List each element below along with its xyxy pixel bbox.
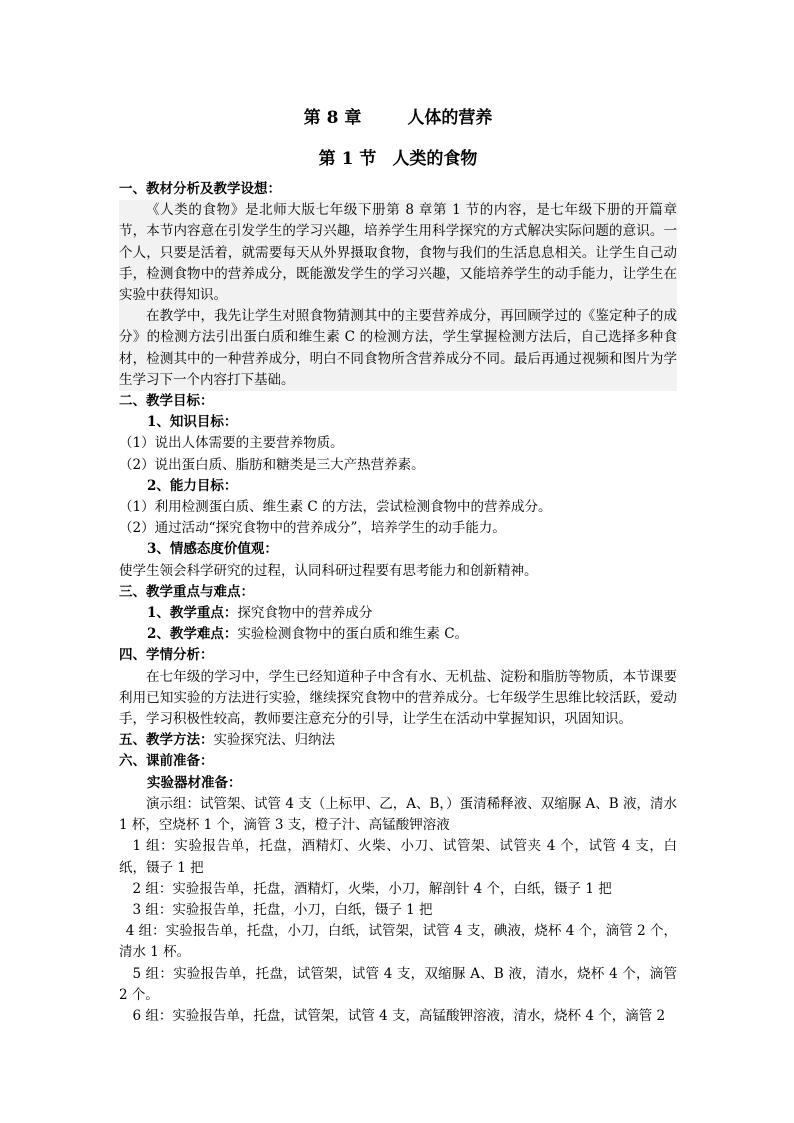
subheading-ability: 2、能力目标： (147, 477, 238, 494)
heading-preparation: 六、课前准备： (119, 753, 214, 770)
list-item: （2）说出蛋白质、脂肪和糖类是三大产热营养素。 (119, 456, 425, 473)
section-methods (119, 730, 677, 751)
equipment-group-3: 3 组：实验报告单，托盘，小刀，白纸，镊子 1 把 (132, 901, 433, 918)
key-point-text: 探究食物中的营养成分 (237, 605, 373, 622)
equipment-group-1: 1 组：实验报告单，托盘，酒精灯、火柴、小刀、试管架、试管夹 4 个，试管 4 支，白纸，镊子 1 把 (119, 838, 677, 876)
equipment-group-4: 4 组：实验报告单，托盘，小刀，白纸，试管架，试管 4 支，碘液，烧杯 4 个，滴管 2 个，清水 1 杯。 (119, 923, 677, 961)
paragraph: 在教学中，我先让学生对照食物猜测其中的主要营养成分，再回顾学过的《鉴定种子的成分》的检测方法引出蛋白质和维生素 C 的检测方法，学生掌握检测方法后，自己选择多种食材，检测其中的一种营养成分，明白不同食物所含营养成分不同。最后再通过视频和图片为学生学习下一个内容打下基础。 (119, 308, 677, 388)
section-number: 第 1 节 (318, 149, 377, 169)
key-point-label: 1、教学重点： (147, 605, 238, 622)
document-body (119, 104, 677, 1027)
section-student-analysis (119, 645, 677, 730)
list-item: （2）通过活动“探究食物中的营养成分”，培养学生的动手能力。 (119, 520, 506, 537)
section-objectives (119, 391, 677, 582)
difficulty-text: 实验检测食物中的蛋白质和维生素 C。 (237, 626, 469, 643)
chapter-number: 第 8 章 (303, 108, 362, 128)
section-name: 人类的食物 (392, 149, 478, 169)
subheading-knowledge: 1、知识目标： (147, 414, 238, 431)
equipment-group-2: 2 组：实验报告单，托盘，酒精灯，火柴，小刀，解剖针 4 个，白纸，镊子 1 把 (132, 880, 612, 897)
shaded-block (119, 200, 677, 391)
paragraph: 使学生领会科学研究的过程，认同科研过程要有思考能力和创新精神。 (119, 562, 538, 579)
section-key-points (119, 582, 677, 646)
heading-key-points: 三、教学重点与难点： (119, 583, 254, 600)
heading-objectives: 二、教学目标： (119, 393, 214, 410)
paragraph: 在七年级的学习中，学生已经知道种子中含有水、无机盐、淀粉和脂肪等物质，本节课要利用已知实验的方法进行实验，继续探究食物中的营养成分。七年级学生思维比较活跃，爱动手，学习积极性较高，教师要注意充分的引导，让学生在活动中掌握知识，巩固知识。 (119, 668, 677, 728)
equipment-group-6: 6 组：实验报告单，托盘，试管架，试管 4 支，高锰酸钾溶液，清水，烧杯 4 个，滴管 2 (132, 1007, 666, 1024)
heading-methods: 五、教学方法： (119, 732, 214, 749)
list-item: （1）利用检测蛋白质、维生素 C 的方法，尝试检测食物中的营养成分。 (119, 499, 552, 516)
key-point-line (119, 603, 677, 624)
list-item: （1）说出人体需要的主要营养物质。 (119, 435, 344, 452)
section-textbook-analysis (119, 179, 677, 391)
paragraph: 《人类的食物》是北师大版七年级下册第 8 章第 1 节的内容，是七年级下册的开篇章节，本节内容意在引发学生的学习兴趣，培养学生用科学探究的方式解决实际问题的意识。一个人，只要是活着，就需要每天从外界摄取食物，食物与我们的生活息息相关。让学生自己动手，检测食物中的营养成分，既能激发学生的学习兴趣，又能培养学生的动手能力，让学生在实验中获得知识。 (119, 202, 677, 304)
methods-line (119, 730, 677, 751)
methods-text: 实验探究法、归纳法 (213, 732, 335, 749)
difficulty-label: 2、教学难点： (147, 626, 238, 643)
chapter-title (119, 104, 677, 132)
chapter-name: 人体的营养 (407, 108, 493, 128)
heading-student-analysis: 四、学情分析： (119, 647, 214, 664)
heading-textbook-analysis: 一、教材分析及教学设想： (119, 181, 281, 197)
section-title (119, 145, 677, 173)
equipment-group-5: 5 组：实验报告单，托盘，试管架，试管 4 支，双缩脲 A、B 液，清水，烧杯 4 个，滴管 2 个。 (119, 965, 677, 1003)
equipment-demo-group: 演示组：试管架、试管 4 支（上标甲、乙，A、B，）蛋清稀释液、双缩脲 A、B 液，清水 1 杯，空烧杯 1 个，滴管 3 支，橙子汁、高锰酸钾溶液 (119, 795, 677, 834)
subheading-attitude: 3、情感态度价值观： (147, 541, 278, 558)
section-preparation (119, 751, 677, 1027)
subheading-equipment: 实验器材准备： (147, 774, 242, 791)
difficulty-line (119, 624, 677, 645)
